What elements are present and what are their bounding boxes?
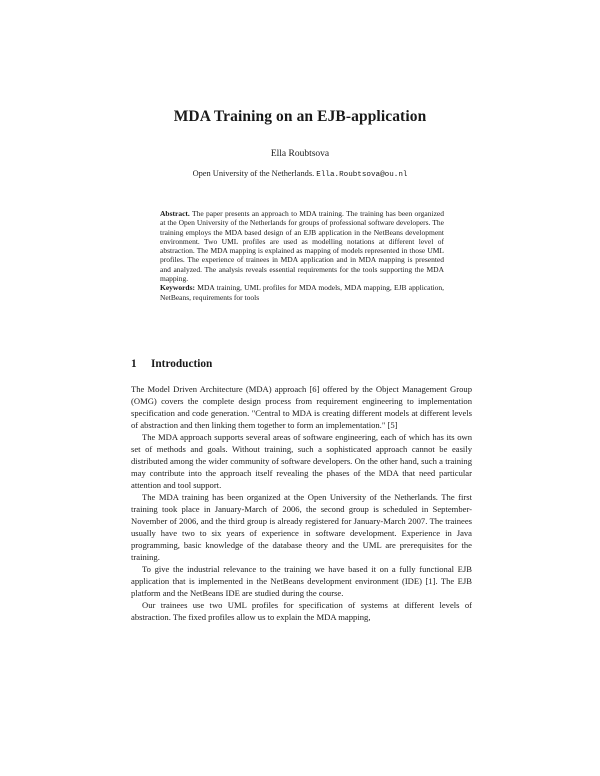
section-number: 1 [131,358,137,370]
section-title: Introduction [151,358,213,370]
author-affiliation [0,169,600,179]
body-paragraph: The MDA training has been organized at the Open University of the Netherlands. The first training took place in January-March of 2006, the second group is scheduled in September-November of 2006, and the third group is already registered for January-March 2007. The trainees usually have two to six years of experience in software development. Experience in Java programming, basic knowledge of the database theory and the UML are prerequisites for the training. [131,492,472,562]
keywords-paragraph [160,283,444,302]
abstract-text: The paper presents an approach to MDA training. The training has been organized at the Open University of the Netherlands for groups of professional software developers. The training employs the MDA based design of an EJB application in the NetBeans development environment. Two UML profiles are used as modelling notations at different level of abstraction. The MDA mapping is explained as mapping of models represented in those UML profiles. The experience of trainees in MDA application and in MDA mapping is presented and analyzed. The analysis reveals essential requirements for the tools supporting the MDA mapping. [160,209,444,284]
author-name: Ella Roubtsova [270,149,330,159]
affiliation-institution: Open University of the Netherlands. [192,169,315,178]
keywords-text: MDA training, UML profiles for MDA models, MDA mapping, EJB application, NetBeans, requirements for tools [160,283,445,302]
abstract-block [160,209,444,302]
section-heading [131,358,212,370]
body-paragraph: Our trainees use two UML profiles for specification of systems at different levels of abstraction. The fixed profiles allow us to explain the MDA mapping, [131,600,472,622]
author-email: Ella.Roubtsova@ou.nl [316,171,408,179]
abstract-label: Abstract. [160,209,190,218]
body-text [131,383,472,623]
abstract-paragraph [160,209,444,283]
keywords-label: Keywords: [160,283,195,293]
body-paragraph: To give the industrial relevance to the training we have based it on a fully functional EJB application that is implemented in the NetBeans development environment (IDE) [1]. The EJB platform and the NetBeans IDE are studied during the course. [131,564,472,598]
body-paragraph: The MDA approach supports several areas of software engineering, each of which has its own set of methods and goals. Without training, such a sophisticated approach cannot be easily distributed among the wider community of software developers. On the other hand, such a training may contribute into the approach itself revealing the phases of the MDA that need particular attention and tool support. [131,432,472,490]
paper-title: MDA Training on an EJB-application [173,108,427,125]
body-paragraph: The Model Driven Architecture (MDA) approach [6] offered by the Object Management Group (OMG) covers the complete design process from requirement engineering to implementation specification and code generation. "Central to MDA is creating different models at different levels of abstraction and then linking them together to form an implementation." [5] [131,384,472,430]
